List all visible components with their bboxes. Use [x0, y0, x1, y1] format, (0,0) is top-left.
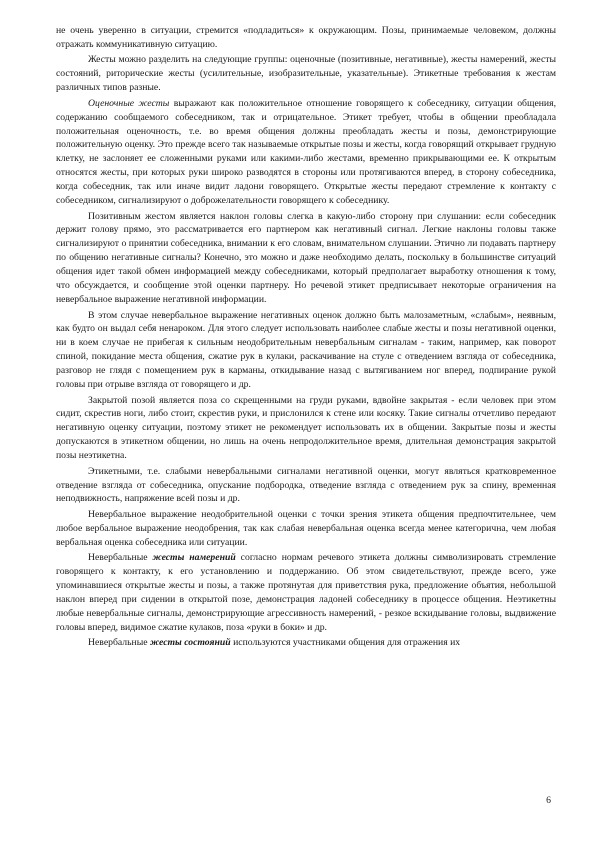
document-page: [56, 24, 556, 652]
term-intention-gestures: жесты намерений: [152, 552, 236, 564]
term-evaluative-gestures: Оценочные жесты: [88, 97, 170, 109]
paragraph-6: Закрытой позой является поза со скрещенными на груди руками, вдвойне закрытая - если человек при этом сидит, скрестив ноги, либо стоит, скрестив руки, и прислонился к стене или косяку. Такие сигналы отчетливо передают негативную оценку ситуации, поэтому этикет не рекомендует использовать их в общении. Закрытые позы и жесты допускаются в этикетном общении, но лишь на очень непродолжительное время, длительная демонстрация закрытой позы неэтикетна.: [56, 394, 556, 462]
paragraph-9: Невербальные жесты намерений согласно нормам речевого этикета должны символизировать стремление говорящего к контакту, к его установлению и поддержанию. Об этом свидетельствуют, прежде всего, уже упоминавшиеся открытые жесты и позы, а также протянутая для приветствия рука, предложение объятия, небольшой наклон вперед при сидении в открытой позе, демонстрация ладоней собеседнику в процессе общения. Неэтикетны любые невербальные сигналы, демонстрирующие агрессивность намерений, - резкое вскидывание головы, выдвижение головы вперед, видимое сжатие кулаков, поза «руки в боки» и др.: [56, 552, 556, 633]
paragraph-3: Оценочные жесты выражают как положительное отношение говорящего к собеседнику, ситуации общения, содержанию сообщаемого собеседником, так и отрицательное. Этикет требует, чтобы в общении преобладала положительная оценочность, т.е. во время общения должны преобладать жесты и позы, демонстрирующие положительную оценку. Это прежде всего так называемые открытые позы и жесты, когда говорящий открывает грудную клетку, не заслоняет ее сложенными руками или какими-либо жестами, временно прикрывающими ее. К открытым относятся жесты, при которых руки широко разводятся в стороны или протягиваются вперед, в сторону собеседника, когда собеседник, так или иначе видит ладони говорящего. Открытые жесты передают стремление к контакту с собеседником, сигнализируют о доброжелательности говорящего к собеседнику.: [56, 97, 556, 207]
paragraph-10: Невербальные жесты состояний используются участниками общения для отражения их: [88, 637, 461, 649]
paragraph-7: Этикетными, т.е. слабыми невербальными сигналами негативной оценки, могут являться кратковременное отведение взгляда от собеседника, опускание подбородка, отведение взгляда с отведением рук за спину, временная неподвижность, напряжение всей позы и др.: [56, 465, 556, 505]
paragraph-5: В этом случае невербальное выражение негативных оценок должно быть малозаметным, «слабым», неявным, как будто он выдал себя ненароком. Для этого следует использовать наиболее слабые жесты и позы негативной оценки, ни в коем случае не прибегая к сильным неодобрительным невербальным сигналам - таким, например, как поворот спиной, покидание места общения, сжатие рук в кулаки, раскачивание на стуле с отведением взгляда от собеседника, разговор не глядя с помещением рук в карманы, откидывание назад с вытягиванием ног вперед, подпирание рукой головы при отрыве взгляда от говорящего и др.: [56, 309, 556, 391]
term-state-gestures: жесты состояний: [149, 637, 231, 649]
page-number: 6: [546, 795, 551, 806]
paragraph-4: Позитивным жестом является наклон головы слегка в какую-либо сторону при слушании: если собеседник держит голову прямо, это рассматривается его партнером как негативный сигнал. Легкие наклоны головы также сигнализируют о принятии собеседника, внимании к его словам, внимательном слушании. Этично ли подавать партнеру по общению негативные сигналы? Конечно, это можно и даже необходимо делать, поскольку в большинстве ситуаций общения идет такой обмен информацией между собеседниками, который предполагает выработку отношения к тому, что обсуждается, и сообщение этой оценки партнеру. Но речевой этикет предписывает некоторые ограничения на невербальное выражение негативной информации.: [56, 210, 556, 305]
paragraph-8: Невербальное выражение неодобрительной оценки с точки зрения этикета общения предпочтительнее, чем любое вербальное выражение неодобрения, так как слабая невербальная оценка всегда менее категорична, чем любая вербальная оценка собеседника или ситуации.: [56, 508, 556, 548]
paragraph-1: не очень уверенно в ситуации, стремится «подладиться» к окружающим. Позы, принимаемые человеком, должны отражать коммуникативную ситуацию.: [56, 25, 556, 50]
paragraph-2: Жесты можно разделить на следующие группы: оценочные (позитивные, негативные), жесты намерений, жесты состояний, риторические жесты (усилительные, изобразительные, указательные). Этикетные требования к жестам различных типов разные.: [56, 54, 556, 94]
